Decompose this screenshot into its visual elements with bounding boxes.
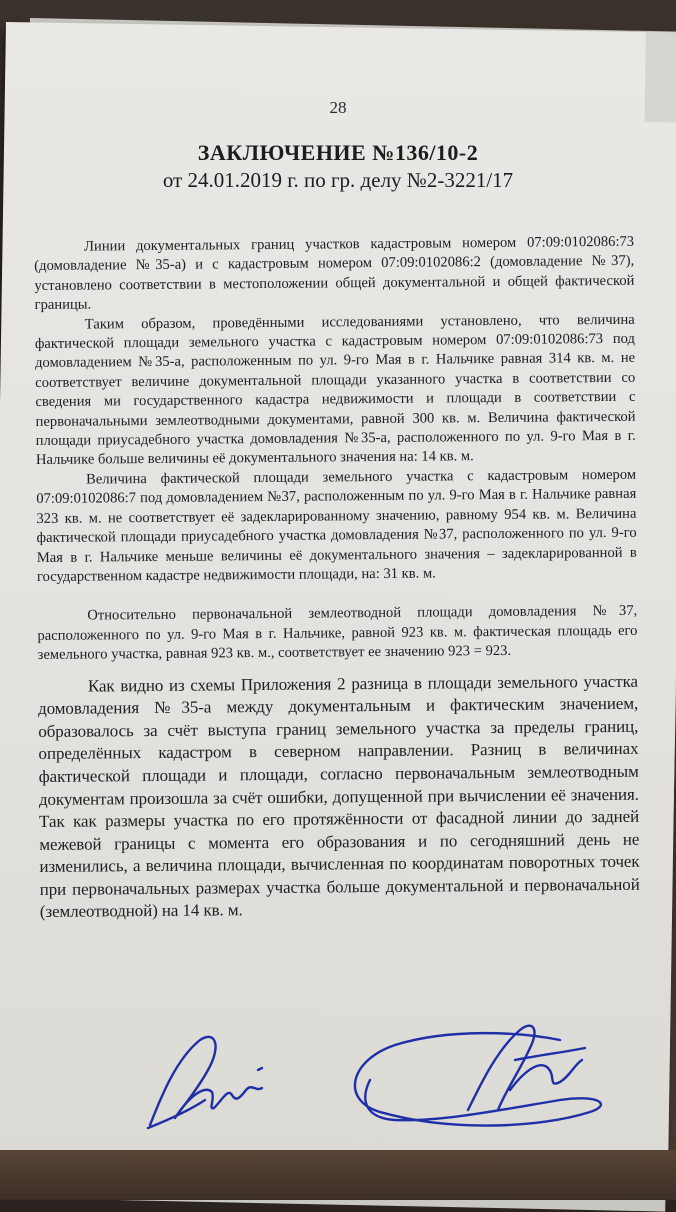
paragraph: Таким образом, проведёнными исследованиями установлено, что величина фактической площади земельного участка с кадастровым номером 07:09:0102086:73 под домовладением №35-а, расположенным по ул. 9-го Мая в г. Нальчике равная 314 кв. м. не соответствует величине документальной площади указанного участка в соответствии со сведения ми государственного кадастра недвижимости и площади в соответствии с первоначальными землеотводными документами, равной 300 кв. м. Величина фактической площади приусадебного участка домовладения №35-а, расположенного по ул. 9-го Мая в г. Нальчике больше величины её документального значения на: 14 кв. м. <box>34 311 636 469</box>
document-title: ЗАКЛЮЧЕНИЕ №136/10-2 <box>197 140 479 165</box>
document-subtitle: от 24.01.2019 г. по гр. делу №2-3221/17 <box>162 168 514 192</box>
page-number: 28 <box>329 98 347 117</box>
paragraph: Как видно из схемы Приложения 2 разница в площади земельного участка домовладения №35-а между документальным и фактическим значением, образовалось за счёт выступа границ земельного участка за пределы границ, определённых кадастром в северном направлении. Разниц в величинах фактической площади и площади, согласно первоначальным землеотводным документам произошла за счёт ошибки, допущенной при вычислении её значения. Так как размеры участка по его протяжённости от фасадной линии до задней межевой границы с момента его образования и по сегодняшний день не изменились, а величина площади, вычисленная по координатам поворотных точек при первоначальных размерах участка больше документальной и первоначальной (землеотводной) на 14 кв. м. <box>38 671 640 922</box>
table-edge <box>0 1150 676 1200</box>
paragraph: Величина фактической площади земельного участка с кадастровым номером 07:09:0102086:7 под домовладением №37, расположенным по ул. 9-го Мая в г. Нальчике равная 323 кв. м. не соответствует её задекларированному значению, равному 954 кв. м. Величина фактической площади приусадебного участка домовладения №37, расположенного по ул. 9-го Мая в г. Нальчике меньше величины её документального значения – задекларированной в государственном кадастре недвижимости площади, на: 31 кв. м. <box>36 466 637 585</box>
document-body <box>34 233 640 924</box>
paragraph: Линии документальных границ участков кадастровым номером 07:09:0102086:73 (домовладение №35-а) и с кадастровым номером 07:09:0102086:2 (домовладение №37), установлено соответствии в местоположении общей документальной и общей фактической границы. <box>34 233 635 314</box>
paragraph: Относительно первоначальной землеотводной площади домовладения №37, расположенного по ул. 9-го Мая в г. Нальчике, равной 923 кв. м. фактическая площадь его земельного участка, равная 923 кв. м., соответствует ее значению 923 = 923. <box>37 603 638 664</box>
